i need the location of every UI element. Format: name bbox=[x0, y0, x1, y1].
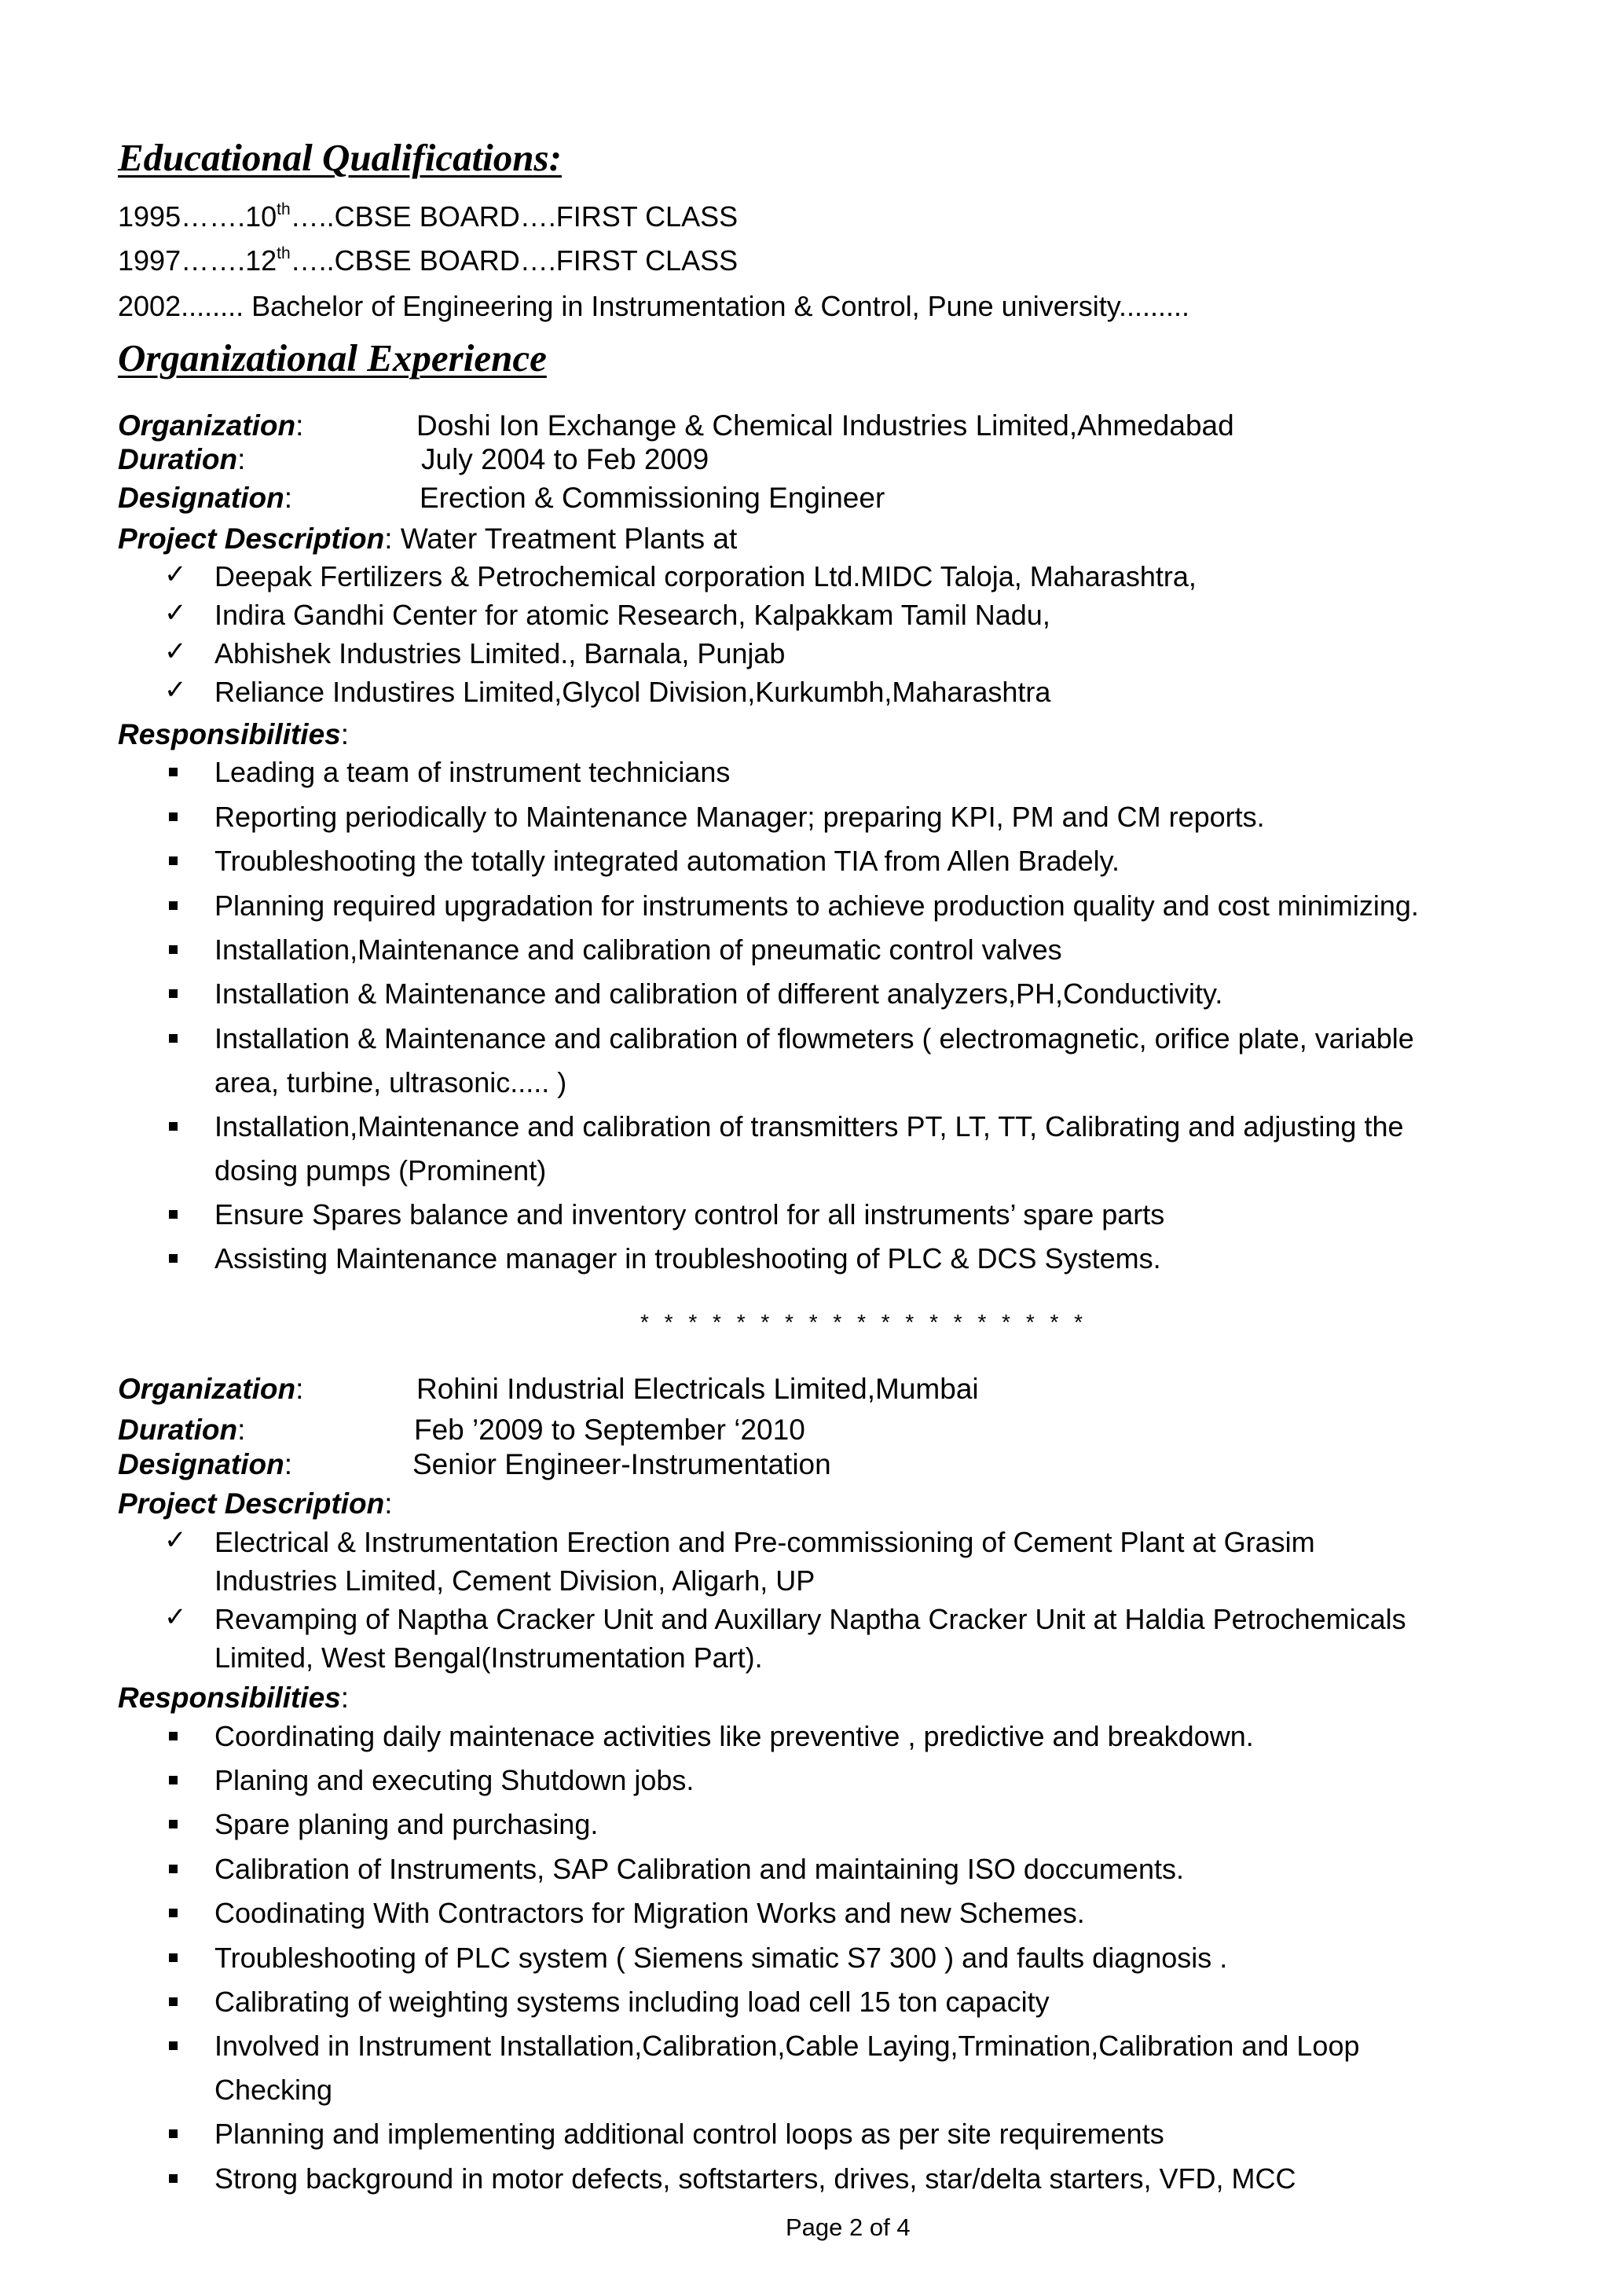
responsibility-item: Spare planing and purchasing. bbox=[214, 1808, 599, 1840]
responsibility-item: Planing and executing Shutdown jobs. bbox=[214, 1764, 695, 1796]
job2-organization: Organization: Rohini Industrial Electricals Limited,Mumbai bbox=[118, 1373, 979, 1405]
responsibility-item: Planning required upgradation for instruments to achieve production quality and cost minimizing. bbox=[214, 889, 1419, 922]
bullet-icon bbox=[169, 1254, 178, 1263]
responsibility-item: Planning and implementing additional control loops as per site requirements bbox=[214, 2118, 1164, 2150]
job1-designation: Designation: Erection & Commissioning Engineer bbox=[118, 482, 885, 514]
education-line: 1997…….12th…..CBSE BOARD….FIRST CLASS bbox=[118, 244, 739, 277]
experience-heading: Organizational Experience bbox=[118, 336, 547, 380]
bullet-icon bbox=[169, 2129, 178, 2138]
responsibility-item: Installation,Maintenance and calibration of transmitters PT, LT, TT, Calibrating and adjusting the bbox=[214, 1110, 1404, 1142]
responsibility-item: Reporting periodically to Maintenance Manager; preparing KPI, PM and CM reports. bbox=[214, 801, 1265, 833]
job1-project-description: Project Description: Water Treatment Plants at bbox=[118, 523, 738, 555]
section-separator: * * * * * * * * * * * * * * * * * * * bbox=[640, 1310, 1088, 1334]
check-icon: ✓ bbox=[164, 559, 187, 589]
bullet-icon bbox=[169, 901, 178, 910]
responsibility-item: Coordinating daily maintenace activities like preventive , predictive and breakdown. bbox=[214, 1720, 1254, 1752]
responsibility-item: Calibration of Instruments, SAP Calibration and maintaining ISO doccuments. bbox=[214, 1853, 1184, 1885]
bullet-icon bbox=[169, 2174, 178, 2183]
check-icon: ✓ bbox=[164, 1525, 187, 1555]
check-icon: ✓ bbox=[164, 1602, 187, 1632]
responsibility-item: Leading a team of instrument technicians bbox=[214, 756, 731, 788]
responsibility-item: Coodinating With Contractors for Migration Works and new Schemes. bbox=[214, 1897, 1085, 1929]
job1-responsibilities-label: Responsibilities: bbox=[118, 718, 350, 750]
project-item-continued: Industries Limited, Cement Division, Aligarh, UP bbox=[214, 1564, 815, 1597]
check-icon: ✓ bbox=[164, 636, 187, 666]
bullet-icon bbox=[169, 1210, 178, 1219]
job2-project-description: Project Description: bbox=[118, 1487, 393, 1520]
responsibility-item: Strong background in motor defects, softstarters, drives, star/delta starters, VFD, MCC bbox=[214, 2162, 1296, 2195]
responsibility-item: Troubleshooting the totally integrated automation TIA from Allen Bradely. bbox=[214, 845, 1120, 877]
responsibility-item: Assisting Maintenance manager in troubleshooting of PLC & DCS Systems. bbox=[214, 1242, 1161, 1275]
project-item: Deepak Fertilizers & Petrochemical corporation Ltd.MIDC Taloja, Maharashtra, bbox=[214, 560, 1197, 592]
project-item: Abhishek Industries Limited., Barnala, Punjab bbox=[214, 637, 786, 669]
bullet-icon bbox=[169, 1776, 178, 1784]
education-line: 1995…….10th…..CBSE BOARD….FIRST CLASS bbox=[118, 200, 739, 233]
job2-responsibilities-label: Responsibilities: bbox=[118, 1682, 350, 1714]
project-item-continued: Limited, West Bengal(Instrumentation Part). bbox=[214, 1641, 763, 1674]
page-number: Page 2 of 4 bbox=[786, 2213, 911, 2241]
job1-duration: Duration: July 2004 to Feb 2009 bbox=[118, 443, 709, 475]
responsibility-item: Calibrating of weighting systems including load cell 15 ton capacity bbox=[214, 1986, 1050, 2018]
responsibility-item-continued: dosing pumps (Prominent) bbox=[214, 1154, 547, 1187]
project-item: Revamping of Naptha Cracker Unit and Auxillary Naptha Cracker Unit at Haldia Petrochemicals bbox=[214, 1603, 1406, 1635]
project-item: Indira Gandhi Center for atomic Research, Kalpakkam Tamil Nadu, bbox=[214, 599, 1050, 631]
responsibility-item: Installation,Maintenance and calibration of pneumatic control valves bbox=[214, 933, 1062, 966]
bullet-icon bbox=[169, 856, 178, 865]
bullet-icon bbox=[169, 1865, 178, 1873]
bullet-icon bbox=[169, 1953, 178, 1962]
bullet-icon bbox=[169, 1034, 178, 1043]
check-icon: ✓ bbox=[164, 675, 187, 705]
bullet-icon bbox=[169, 945, 178, 954]
job2-duration: Duration: Feb ’2009 to September ‘2010 bbox=[118, 1414, 805, 1446]
responsibility-item-continued: Checking bbox=[214, 2074, 333, 2106]
responsibility-item: Involved in Instrument Installation,Calibration,Cable Laying,Trmination,Calibration and Loop bbox=[214, 2030, 1360, 2062]
project-item: Electrical & Instrumentation Erection and Pre-commissioning of Cement Plant at Grasim bbox=[214, 1526, 1315, 1558]
responsibility-item: Ensure Spares balance and inventory control for all instruments’ spare parts bbox=[214, 1198, 1165, 1231]
responsibility-item-continued: area, turbine, ultrasonic..... ) bbox=[214, 1066, 567, 1098]
project-item: Reliance Industires Limited,Glycol Division,Kurkumbh,Maharashtra bbox=[214, 676, 1051, 708]
bullet-icon bbox=[169, 768, 178, 776]
responsibility-item: Troubleshooting of PLC system ( Siemens simatic S7 300 ) and faults diagnosis . bbox=[214, 1942, 1228, 1974]
job2-designation: Designation: Senior Engineer-Instrumentation bbox=[118, 1448, 831, 1480]
responsibility-item: Installation & Maintenance and calibration of flowmeters ( electromagnetic, orifice plate, variable bbox=[214, 1022, 1414, 1054]
bullet-icon bbox=[169, 1732, 178, 1740]
responsibility-item: Installation & Maintenance and calibration of different analyzers,PH,Conductivity. bbox=[214, 977, 1223, 1010]
job1-organization: Organization: Doshi Ion Exchange & Chemical Industries Limited,Ahmedabad bbox=[118, 409, 1234, 442]
bullet-icon bbox=[169, 989, 178, 998]
check-icon: ✓ bbox=[164, 598, 187, 628]
bullet-icon bbox=[169, 1820, 178, 1828]
education-heading: Educational Qualifications: bbox=[118, 136, 562, 179]
education-line: 2002........ Bachelor of Engineering in Instrumentation & Control, Pune university......... bbox=[118, 290, 1190, 322]
bullet-icon bbox=[169, 1122, 178, 1131]
bullet-icon bbox=[169, 2041, 178, 2050]
bullet-icon bbox=[169, 1997, 178, 2006]
bullet-icon bbox=[169, 812, 178, 821]
bullet-icon bbox=[169, 1909, 178, 1917]
